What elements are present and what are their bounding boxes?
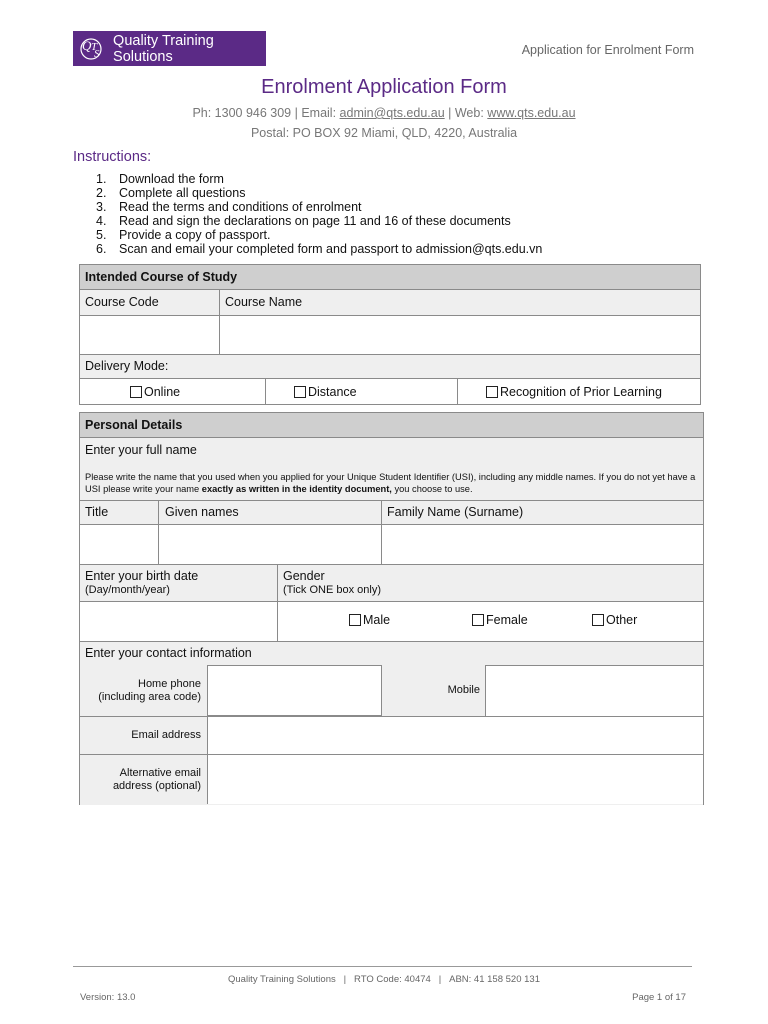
logo-letter-t: T: [91, 40, 98, 53]
page-number: Page 1 of 17: [632, 992, 686, 1003]
email-label: Email address: [131, 729, 201, 741]
course-table: [79, 264, 701, 405]
checkbox-female[interactable]: [472, 614, 484, 626]
list-item: 3. Read the terms and conditions of enrolment: [96, 200, 362, 214]
instructions-list: [96, 172, 542, 256]
personal-details-header: Personal Details: [85, 418, 183, 432]
personal-details-table: [79, 412, 704, 805]
web-link[interactable]: www.qts.edu.au: [487, 106, 576, 120]
course-header: Intended Course of Study: [85, 270, 238, 284]
family-name-label: Family Name (Surname): [387, 505, 524, 519]
list-item: 5. Provide a copy of passport.: [96, 228, 271, 242]
alt-email-label: Alternative email address (optional): [112, 767, 201, 792]
version-label: Version: 13.0: [80, 992, 136, 1003]
mobile-field[interactable]: [485, 665, 703, 716]
contact-line: [0, 106, 768, 120]
checkbox-other[interactable]: [592, 614, 604, 626]
checkbox-male[interactable]: [349, 614, 361, 626]
list-item: 4. Read and sign the declarations on page 11 and 16 of these documents: [96, 214, 511, 228]
birth-date-format: (Day/month/year): [85, 584, 170, 596]
home-phone-field[interactable]: [207, 665, 381, 716]
logo-letter-s: S: [94, 47, 100, 60]
logo-letter-q: Q: [82, 37, 92, 53]
delivery-mode-label: Delivery Mode:: [85, 359, 169, 373]
gender-male-option[interactable]: Male: [349, 613, 390, 627]
checkbox-distance[interactable]: [294, 386, 306, 398]
birth-date-label: Enter your birth date: [85, 569, 199, 583]
delivery-rpl-option[interactable]: Recognition of Prior Learning: [486, 385, 662, 399]
footer-divider: [73, 966, 692, 967]
logo: [73, 31, 266, 66]
list-item: 6. Scan and email your completed form and passport to admission@qts.edu.vn: [96, 242, 543, 256]
footer-info: Quality Training Solutions | RTO Code: 40474 | ABN: 41 158 520 131: [228, 974, 540, 985]
contact-info-label: Enter your contact information: [85, 646, 252, 660]
course-code-label: Course Code: [85, 295, 159, 309]
full-name-label: Enter your full name: [85, 443, 197, 457]
given-names-label: Given names: [165, 505, 239, 519]
list-item: 1. Download the form: [96, 172, 224, 186]
gender-other-option[interactable]: Other: [592, 613, 637, 627]
course-name-field[interactable]: [225, 325, 695, 349]
delivery-online-option[interactable]: Online: [130, 385, 180, 399]
contact-web-sep: | Web:: [444, 106, 488, 120]
postal-address: Postal: PO BOX 92 Miami, QLD, 4220, Australia: [250, 126, 518, 140]
title-field[interactable]: [84, 529, 154, 559]
family-name-field[interactable]: [386, 529, 698, 559]
page-title: Enrolment Application Form: [261, 76, 507, 98]
contact-phone: Ph: 1300 946 309 | Email:: [192, 106, 340, 120]
gender-instruction: (Tick ONE box only): [283, 584, 382, 596]
gender-female-option[interactable]: Female: [472, 613, 528, 627]
form-type-label: Application for Enrolment Form: [521, 43, 694, 57]
title-label: Title: [85, 505, 109, 519]
mobile-label: Mobile: [447, 684, 480, 696]
birth-date-field[interactable]: [84, 605, 272, 637]
home-phone-label: Home phone (including area code): [98, 678, 201, 703]
gender-label: Gender: [283, 569, 325, 583]
checkbox-online[interactable]: [130, 386, 142, 398]
logo-text: Quality Training Solutions: [113, 32, 214, 65]
instructions-title: Instructions:: [73, 149, 152, 165]
alt-email-field[interactable]: [207, 755, 703, 804]
given-names-field[interactable]: [163, 529, 377, 559]
course-name-label: Course Name: [225, 295, 303, 309]
email-field[interactable]: [207, 717, 703, 754]
qts-logo-icon: [79, 35, 105, 63]
course-code-field[interactable]: [85, 325, 213, 349]
usi-note: Please write the name that you used when you applied for your Unique Student Identifier (USI), including any middle names. If you do not yet have a USI please write your name exactly as written in the identity document, you choose to use.: [85, 472, 696, 494]
email-link[interactable]: admin@qts.edu.au: [339, 106, 445, 120]
list-item: 2. Complete all questions: [96, 186, 246, 200]
delivery-distance-option[interactable]: Distance: [294, 385, 357, 399]
checkbox-rpl[interactable]: [486, 386, 498, 398]
